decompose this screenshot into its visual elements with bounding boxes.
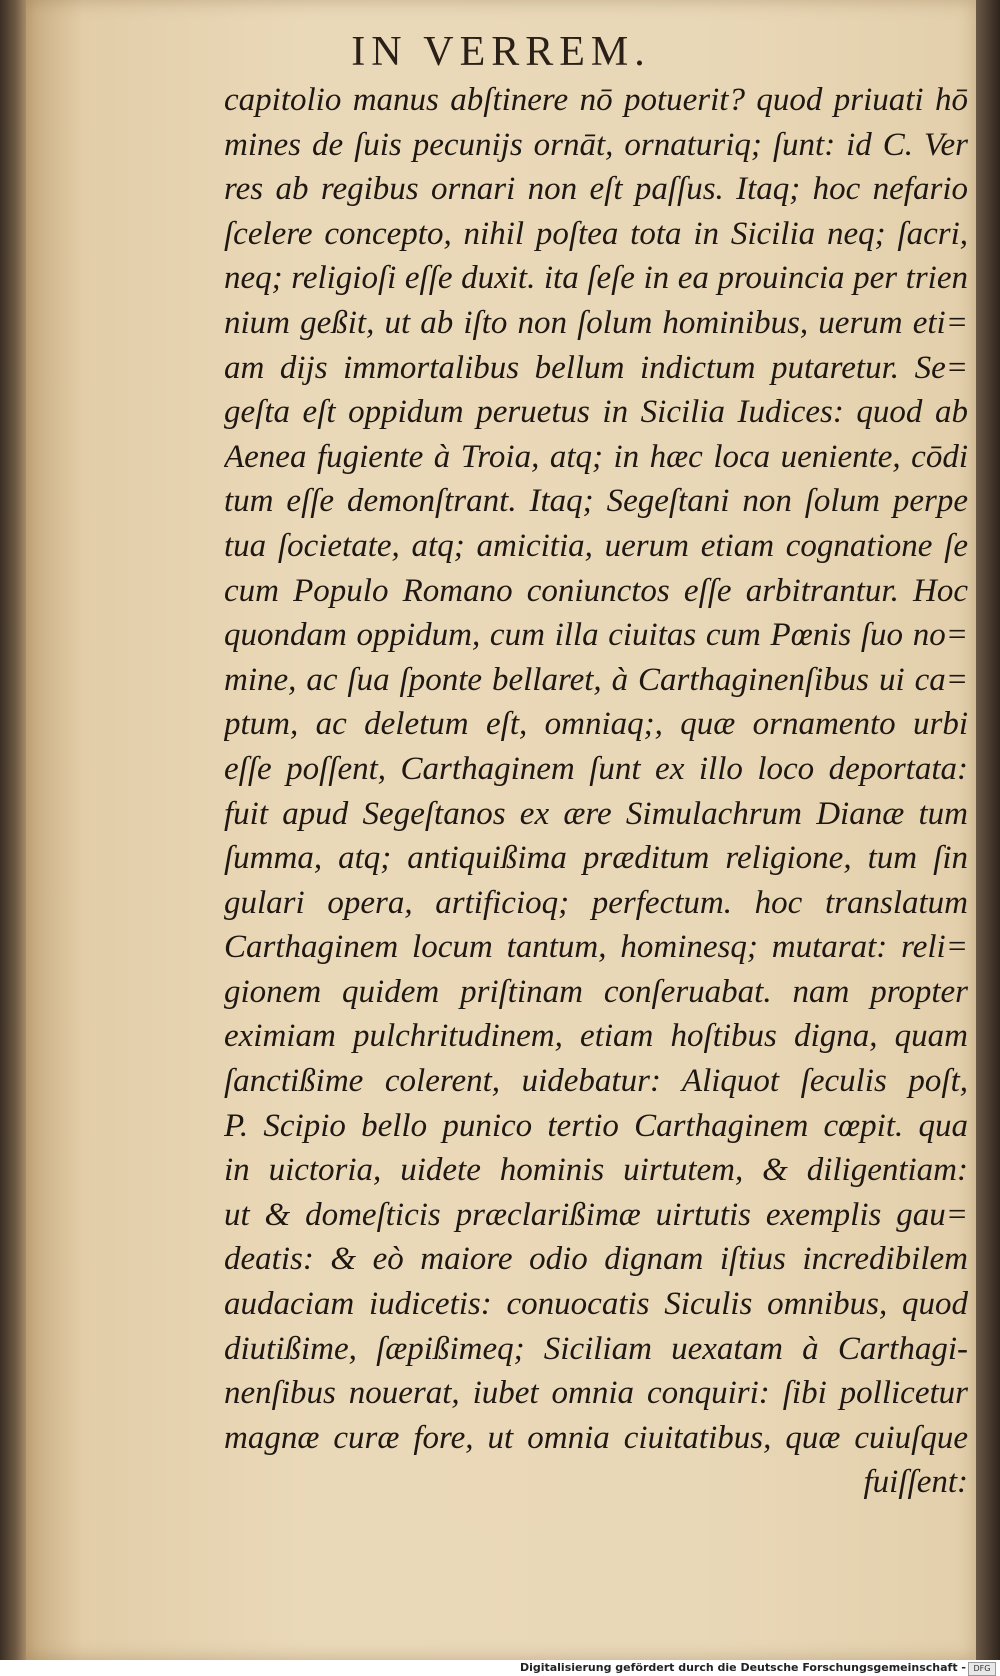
- text-line: gulari opera, artificioq; perfectum. hoc translatum: [224, 884, 968, 921]
- text-line: neq; religioſi eſſe duxit. ita ſeſe in ea prouincia per trien: [224, 260, 968, 297]
- text-line: P. Scipio bello punico tertio Carthaginem cœpit. qua: [224, 1107, 968, 1144]
- text-line: audaciam iudicetis: conuocatis Siculis omnibus, quod: [224, 1286, 968, 1323]
- text-line: cum Populo Romano coniunctos eſſe arbitrantur. Hoc: [224, 572, 968, 609]
- text-line: mine, ac ſua ſponte bellaret, à Carthaginenſibus ui ca=: [224, 661, 968, 698]
- text-line: fuiſſent:: [863, 1464, 968, 1501]
- text-line: am dijs immortalibus bellum indictum putaretur. Se=: [224, 349, 968, 386]
- text-line: res ab regibus ornari non eſt paſſus. Itaq; hoc nefario: [224, 171, 968, 208]
- text-line: tua ſocietate, atq; amicitia, uerum etiam cognatione ſe: [224, 527, 968, 564]
- text-line: in uictoria, uidete hominis uirtutem, & diligentiam:: [224, 1152, 968, 1189]
- text-line: ſanctißime colerent, uidebatur: Aliquot ſeculis poſt,: [224, 1063, 968, 1100]
- text-line: deatis: & eò maiore odio dignam iſtius incredibilem: [224, 1241, 968, 1278]
- book-page: [26, 0, 976, 1660]
- text-line: nium geßit, ut ab iſto non ſolum hominibus, uerum eti=: [224, 304, 968, 341]
- text-line: quondam oppidum, cum illa ciuitas cum Pœnis ſuo no=: [224, 617, 968, 654]
- text-line: tum eſſe demonſtrant. Itaq; Segeſtani non ſolum perpe: [224, 483, 968, 520]
- funding-credit: Digitalisierung gefördert durch die Deutsche Forschungsgemeinschaft -: [519, 1661, 966, 1674]
- text-line: capitolio manus abſtinere nō potuerit? quod priuati hō: [224, 82, 968, 118]
- text-line: eximiam pulchritudinem, etiam hoſtibus digna, quam: [224, 1018, 968, 1055]
- text-line: magnæ curæ fore, ut omnia ciuitatibus, quæ cuiuſque: [224, 1419, 968, 1456]
- text-line: gionem quidem priſtinam conſeruabat. nam propter: [224, 973, 968, 1010]
- text-line: diutißime, ſæpißimeq; Siciliam uexatam à Carthagi-: [224, 1330, 968, 1367]
- text-line: Carthaginem locum tantum, hominesq; mutarat: reli=: [224, 929, 968, 966]
- text-line: mines de ſuis pecunijs ornāt, ornaturiq; ſunt: id C. Ver: [224, 126, 968, 163]
- running-head: IN VERREM.: [351, 29, 651, 75]
- text-line: eſſe poſſent, Carthaginem ſunt ex illo loco deportata:: [224, 750, 968, 787]
- page-edge: [976, 0, 1000, 1660]
- text-line: ut & domeſticis præclarißimæ uirtutis exemplis gau=: [224, 1196, 968, 1233]
- text-line: fuit apud Segeſtanos ex ære Simulachrum Dianæ tum: [224, 795, 968, 832]
- body-text: [224, 78, 968, 1505]
- text-line: ptum, ac deletum eſt, omniaq;, quæ ornamento urbi: [224, 706, 968, 743]
- text-line: nenſibus nouerat, iubet omnia conquiri: ſibi pollicetur: [224, 1375, 968, 1412]
- text-line: geſta eſt oppidum peruetus in Sicilia Iudices: quod ab: [224, 394, 968, 431]
- text-line: ſcelere concepto, nihil poſtea tota in Sicilia neq; ſacri,: [224, 215, 968, 252]
- text-line: Aenea fugiente à Troia, atq; in hæc loca ueniente, cōdi: [224, 438, 968, 475]
- text-line: ſumma, atq; antiquißima præditum religione, tum ſin: [224, 840, 968, 877]
- binding-gutter: [0, 0, 26, 1660]
- footer-bar: [0, 1660, 1000, 1676]
- dfg-logo: DFG: [968, 1662, 996, 1676]
